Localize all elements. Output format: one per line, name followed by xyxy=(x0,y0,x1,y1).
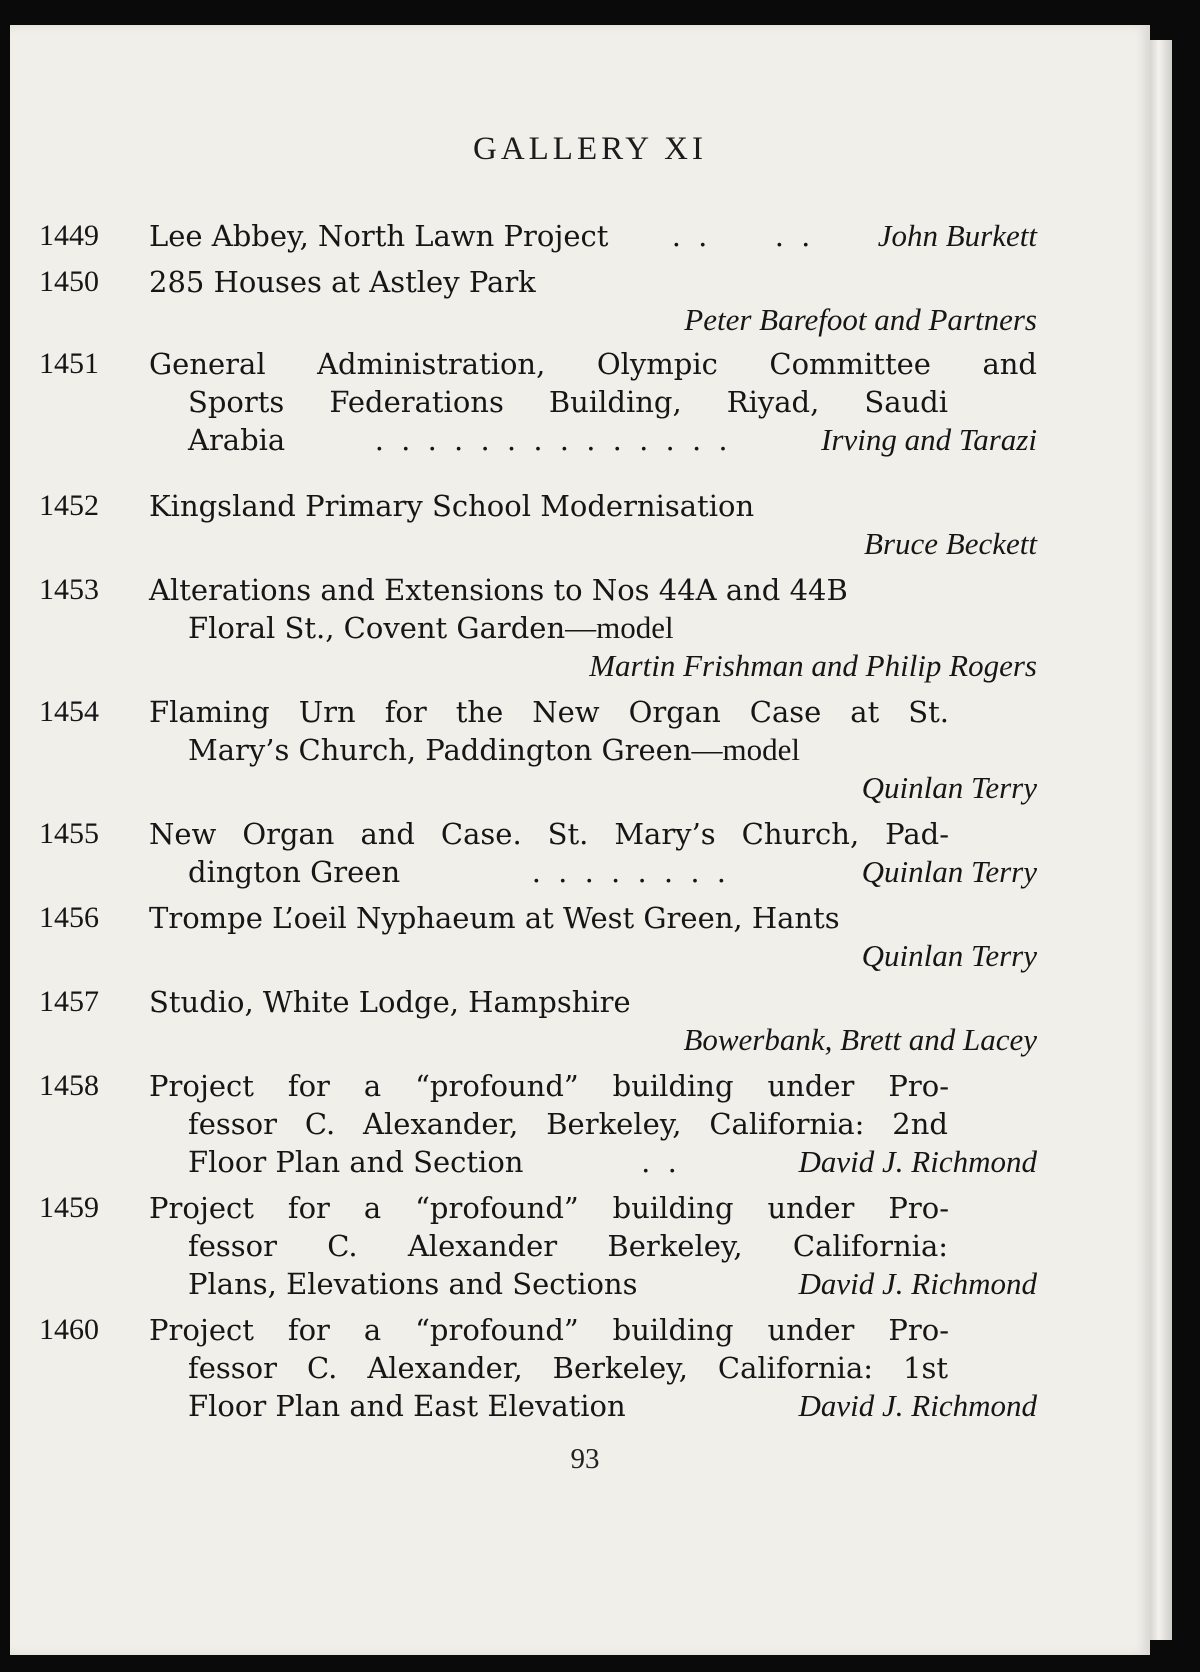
entry-line xyxy=(188,421,1037,459)
entry-title-line: New Organ and Case. St. Mary’s Church, Pad- xyxy=(149,817,949,851)
entry-title-line: Floor Plan and Section xyxy=(188,1145,524,1179)
entry-number: 1450 xyxy=(39,265,99,298)
entry-number: 1451 xyxy=(39,347,99,380)
architect-name: John Burkett xyxy=(877,218,1037,253)
entry-medium: —model xyxy=(565,610,674,645)
entry-title-line: Mary’s Church, Paddington Green xyxy=(188,733,692,767)
entry-number: 1455 xyxy=(39,817,99,850)
architect-name: Irving and Tarazi xyxy=(821,422,1037,457)
gallery-heading: GALLERY XI xyxy=(472,131,707,167)
entry-number: 1459 xyxy=(39,1191,99,1224)
entry-title-line: Alterations and Extensions to Nos 44A and 44B xyxy=(149,573,848,607)
leader-dots: . . xyxy=(641,1145,681,1179)
page-edge xyxy=(1150,40,1172,1640)
entry-title-line: Project for a “profound” building under Pro- xyxy=(149,1313,949,1347)
entry-number: 1452 xyxy=(39,489,99,522)
entry-title-line: Flaming Urn for the New Organ Case at St. xyxy=(149,695,949,729)
architect-name: David J. Richmond xyxy=(798,1144,1037,1179)
architect-name: Peter Barefoot and Partners xyxy=(684,302,1037,337)
entry-line xyxy=(149,217,1037,255)
leader-dots: . . . . . . . . . . . . . . xyxy=(374,423,732,457)
entry-title: Kingsland Primary School Modernisation xyxy=(149,489,755,523)
leader-dots: . . xyxy=(671,219,712,253)
page-number: 93 xyxy=(570,1443,600,1475)
entry-number: 1457 xyxy=(39,985,99,1018)
entry-title-line: Project for a “profound” building under Pro- xyxy=(149,1069,949,1103)
entry-number: 1456 xyxy=(39,901,99,934)
entry-number: 1458 xyxy=(39,1069,99,1102)
entry-number: 1449 xyxy=(39,219,99,252)
entry-line xyxy=(188,853,1037,891)
entry-title-line: fessor C. Alexander, Berkeley, California: 2nd xyxy=(188,1107,948,1141)
entry-title-line: Floral St., Covent Garden xyxy=(188,611,566,645)
entry-number: 1460 xyxy=(39,1313,99,1346)
architect-name: Bruce Beckett xyxy=(864,526,1037,561)
architect-name: David J. Richmond xyxy=(798,1266,1037,1301)
architect-name: Quinlan Terry xyxy=(861,854,1037,889)
entry-title: 285 Houses at Astley Park xyxy=(149,265,536,299)
entry-title: Trompe L’oeil Nyphaeum at West Green, Hants xyxy=(149,901,840,935)
architect-name: Quinlan Terry xyxy=(861,938,1037,973)
entry-number: 1453 xyxy=(39,573,99,606)
entry-line xyxy=(188,1387,1037,1425)
entry-title-line: fessor C. Alexander Berkeley, California: xyxy=(188,1229,948,1263)
entry-title-line: Floor Plan and East Elevation xyxy=(188,1389,626,1423)
entry-title-line: General Administration, Olympic Committee and xyxy=(149,347,1037,381)
entry-title-line: Project for a “profound” building under Pro- xyxy=(149,1191,949,1225)
architect-name: David J. Richmond xyxy=(798,1388,1037,1423)
entry-medium: —model xyxy=(691,732,800,767)
entry-line xyxy=(188,731,1037,769)
entry-title-line: dington Green xyxy=(188,855,401,889)
leader-dots: . . xyxy=(774,219,815,253)
entry-title: Lee Abbey, North Lawn Project xyxy=(149,219,609,253)
architect-name: Martin Frishman and Philip Rogers xyxy=(589,648,1037,683)
entry-title-line: fessor C. Alexander, Berkeley, California: 1st xyxy=(188,1351,948,1385)
entry-number: 1454 xyxy=(39,695,99,728)
entry-line xyxy=(188,609,1037,647)
entry-title-line: Sports Federations Building, Riyad, Saudi xyxy=(188,385,948,419)
entry-line xyxy=(188,1143,1037,1181)
catalogue-page xyxy=(10,25,1150,1655)
leader-dots: . . . . . . . . xyxy=(531,855,730,889)
architect-name: Bowerbank, Brett and Lacey xyxy=(683,1022,1037,1057)
architect-name: Quinlan Terry xyxy=(861,770,1037,805)
entry-line xyxy=(188,1265,1037,1303)
entry-title-line: Plans, Elevations and Sections xyxy=(188,1267,638,1301)
entry-title: Studio, White Lodge, Hampshire xyxy=(149,985,631,1019)
entry-title-line: Arabia xyxy=(188,423,286,457)
